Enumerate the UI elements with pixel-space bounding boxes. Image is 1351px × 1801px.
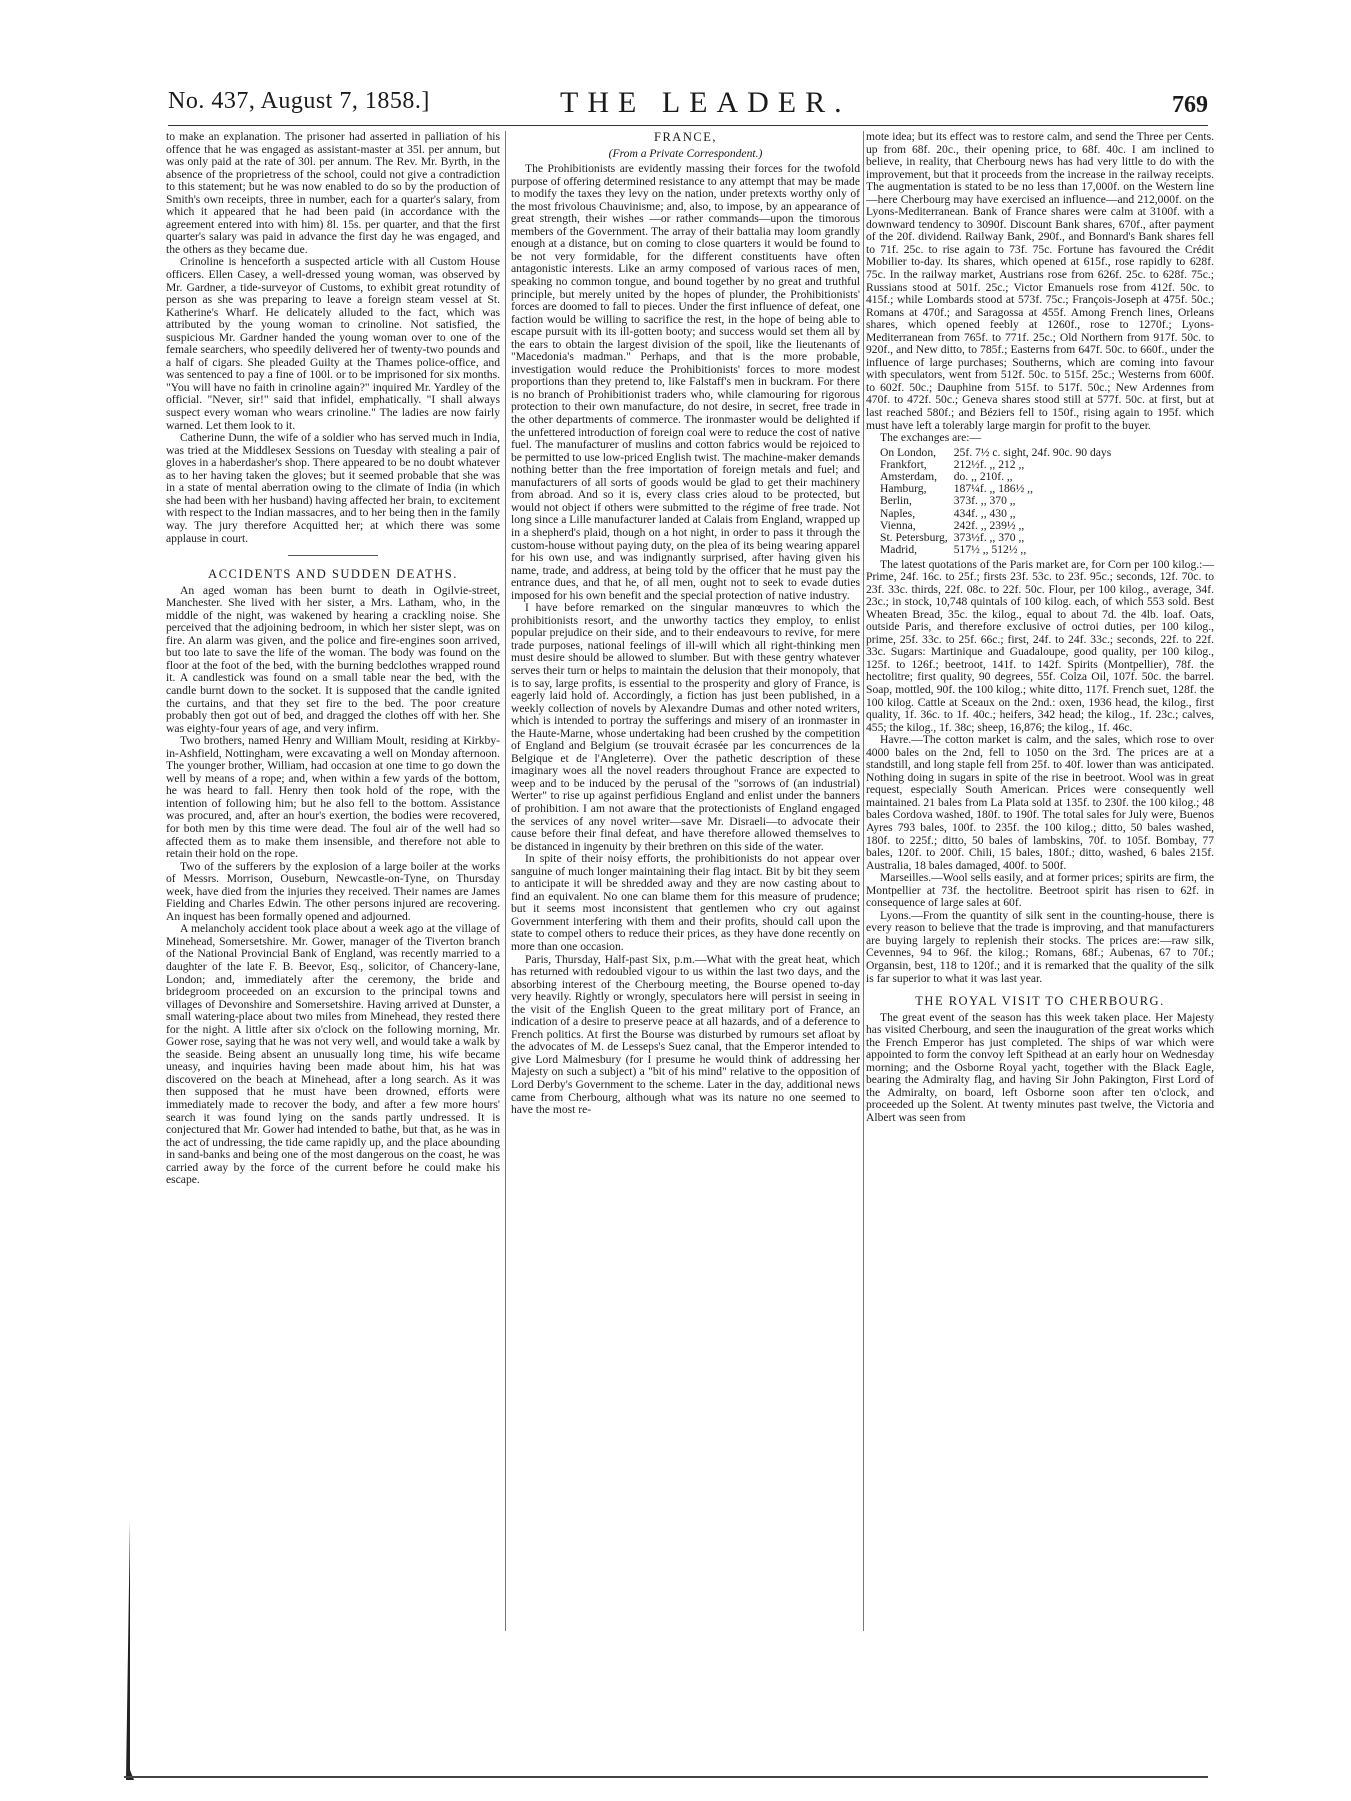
exchange-rate: 25f. 7½ c. sight, 24f. 90c. 90 days [953,445,1112,459]
margin-mark [124,1520,138,1780]
exchange-rate: 242f. ,, 239½ ,, [953,518,1025,532]
issue-line: No. 437, August 7, 1858.] [168,88,430,114]
exchanges-intro: The exchanges are:— [880,431,982,445]
article-paragraph: Two of the sufferers by the explosion of a large boiler at the works of Messrs. Morrison, Ouseburn, Newcastle-on-Tyne, on Thursday week, have died from the injuries they received. Their names are James Fielding and Charles Edwin. The other persons injured are recovering. An inquest has been formally opened and adjourned. [166,859,500,923]
article-paragraph: In spite of their noisy efforts, the prohibitionists do not appear over sanguine of much longer maintaining their flag intact. Bit by bit they seem to anticipate it will be shredded away and they are now casting about to find an equivalent. No one can blame them for this measure of prudence; but it seems most inconsistent that gentlemen who cry out against Government interfering with them and their profits, should call upon the state to compel others to reduce their prices, as they have done recently on more than one occasion. [511,852,860,953]
article-paragraph: Marseilles.—Wool sells easily, and at former prices; spirits are firm, the Montpellier at 73f. the hectolitre. Beetroot spirit has risen to 62f. in consequence of large sales at 60f. [866,871,1214,910]
article-paragraph: Havre.—The cotton market is calm, and the sales, which rose to over 4000 bales on the 2nd, fell to 1050 on the 3rd. The prices are at a standstill, and long staple fell from 25f. to 40f. lower than was anticipated. Nothing doing in sugars in spite of the rise in beetroot. Wool was in great request, especially South American. Prices were consequently well maintained. 21 bales from La Plata sold at 135f. to 230f. the 100 kilog.; 48 bales Cordova washed, 180f. to 190f. The total sales for July were, Buenos Ayres 793 bales, 100f. to 235f. the 100 kilog.; ditto, 50 bales washed, 180f. to 225f.; ditto, 50 bales of lambskins, 70f. to 105f. Bombay, 77 bales, 120f. to 200f. Chili, 15 bales, 180f.; ditto, washed, 6 bales 215f. Australia, 18 bales damaged, 400f. to 500f. [866,733,1214,872]
article-paragraph: The Prohibitionists are evidently massing their forces for the twofold purpose of offering determined resistance to any attempt that may be made to modify the taxes they levy on the nation, under pretexts worthy only of the most frivolous Chauvinisme; and, also, to impose, by an appearance of great strength, their wishes —or rather commands—upon the timorous members of the Government. The array of their battalia may loom grandly enough at a distance, but on coming to close quarters it would be found to be not very formidable, for the different constituents have often antagonistic interests. Like an army composed of various races of men, speaking no common tongue, and bound together by no great and truthful principle, but merely united by the hopes of plunder, the Prohibitionists' forces are doomed to fall to pieces. Under the first influence of defeat, one faction would be willing to sacrifice the rest, in the hope of being able to escape pursuit with its ill-gotten booty; and success would set them all by the ears to obtain the largest division of the spoil, like the lieutenants of "Macedonia's madman." Perhaps, and that is the more probable, investigation would reduce the Prohibitionists' forces to more modest proportions than they pretend to, like Falstaff's men in buckram. For there is no branch of Prohibitionist traders who, while clamouring for rigorous protection to their own manufacture, do not desire, in secret, free trade in the other departments of commerce. The ironmaster would be delighted if the unfettered introduction of foreign coal were to reduce the cost of native fuel. The manufacturer of muslins and cotton fabrics would be rejoiced to be permitted to use low-priced English twist. The machine-maker demands nothing better than the free importation of foreign metals and fuel; and manufacturers of all sorts of goods would be glad to get their machinery from abroad. And so it is, every class cries aloud to be protected, but would not object if others were submitted to the régime of free trade. Not long since a Lille manufacturer landed at Calais from England, wrapped up in a shepherd's plaid, though on a hot night, in order to pass it through the custom-house without paying duty, on the plea of its being wearing apparel for his own use, and was indignantly surprised, after having given his name, trade, and address, at being told by the officer that he must pay the entrance dues, and that he, of all men, ought not to seek to evade duties imposed for his own benefit and the special protection of native industry. [511,162,860,602]
exchange-rate: do. ,, 210f. ,, [953,470,1013,484]
exchange-rate: 187¼f. ,, 186½ ,, [953,482,1033,496]
article-paragraph: The great event of the season has this week taken place. Her Majesty has visited Cherbourg, and seen the inauguration of the great works which the French Emperor has just completed. The ships of war which were appointed to form the convoy left Spithead at an early hour on Wednesday morning; and the Osborne Royal yacht, together with the Black Eagle, bearing the Admiralty flag, and having Sir John Pakington, First Lord of the Admiralty, on board, left Osborne soon after ten o'clock, and proceeded up the Solent. At twenty minutes past twelve, the Victoria and Albert was seen from [866,1010,1214,1125]
section-subheading: (From a Private Correspondent.) [608,146,763,160]
exchange-rates-table [880,447,1117,557]
column-2 [511,131,860,1631]
article-paragraph: The latest quotations of the Paris market are, for Corn per 100 kilog.:— Prime, 24f. 16c. to 25f.; firsts 23f. 53c. to 23f. 95c.; seconds, 12f. 70c. to 23f. 33c. thirds, 22f. 08c. to 22f. 50c. Flour, per 100 kilog., average, 34f. 23c.; in stock, 10,748 quintals of 100 kilog. each, of which 553 sold. Best Wheaten Bread, 35c. the kilog., equal to about 7d. the 4lb. loaf. Oats, outside Paris, and therefore exclusive of octroi duties, per 100 kilog., prime, 25f. 33c. to 25f. 66c.; first, 24f. to 24f. 33c.; seconds, 22f. to 22f. 33c. Sugars: Martinique and Guadaloupe, good quality, per 100 kilog., 125f. to 126f.; beetroot, 141f. to 142f. Spirits (Montpellier), 78f. the hectolitre; first quality, 90 degrees, 55f. Colza Oil, 107f. 50c. the barrel. Soap, mottled, 90f. the 100 kilog.; white ditto, 117f. French suet, 128f. the 100 kilog. Cattle at Sceaux on the 2nd.: oxen, 1936 head, the kilog., first quality, 1f. 36c. to 1f. 40c.; heifers, 342 head; the kilog., 1f. 23c.; calves, 455; the kilog., 1f. 38c; sheep, 16,876; the kilog., 1f. 46c. [866,557,1214,734]
exchange-city: Berlin, [880,494,912,508]
article-paragraph: Crinoline is henceforth a suspected article with all Custom House officers. Ellen Casey, a well-dressed young woman, was observed by Mr. Gardner, a tide-surveyor of Customs, to exhibit great rotundity of person as she was preparing to leave a foreign steam vessel at St. Katherine's Wharf. He delicately alluded to the fact, which was attributed by the young woman to crinoline. Not satisfied, the suspicious Mr. Gardner handed the young woman over to one of the female searchers, who speedily delivered her of twenty-two pounds and a half of cigars. She pleaded Guilty at the Thames police-office, and was sentenced to pay a fine of 100l. or to be imprisoned for six months. "You will have no faith in crinoline again?" inquired Mr. Yardley of the official. "Never, sir!" said that infidel, emphatically. "I shall always suspect every woman who wears crinoline." The ladies are now fairly warned. Let them look to it. [166,255,500,432]
article-paragraph: Paris, Thursday, Half-past Six, p.m.—What with the great heat, which has returned with redoubled vigour to us within the last two days, and the absorbing interest of the Cherbourg meeting, the Bourse opened to-day very heavily. Rightly or wrongly, speculators here will persist in seeing in the visit of the English Queen to the great military port of France, an indication of a desire to preserve peace at all hazards, and of a deference to French politics. At first the Bourse was disturbed by rumours set afloat by the advocates of M. de Lesseps's Suez canal, that the Emperor intended to give Lord Malmesbury (for I presume he would think of addressing her Majesty on such a subject) a "bit of his mind" relative to the opposition of Lord Derby's Government to the scheme. Later in the day, additional news came from Cherbourg, although what was its nature no one seemed to have the most re- [511,952,860,1117]
article-paragraph: Catherine Dunn, the wife of a soldier who has served much in India, was tried at the Middlesex Sessions on Tuesday with stealing a pair of gloves in a haberdasher's shop. There appeared to be no doubt whatever as to her having taken the gloves; but it seemed probable that she was in a state of mental aberration owing to the climate of India (in which she had been with her husband) having affected her brain, to excitement with respect to the Indian massacres, and to her being then in the family way. The jury therefore Acquitted her; at which there was some applause in court. [166,431,500,545]
section-heading-royal-visit: THE ROYAL VISIT TO CHERBOURG. [915,994,1165,1009]
article-paragraph: An aged woman has been burnt to death in Ogilvie-street, Manchester. She lived with her sister, a Mrs. Latham, who, in the middle of the night, was wakened by hearing a crackling noise. She perceived that the adjoining bedroom, in which her sister slept, was on fire. An alarm was given, and the police and fire-engines soon arrived, but too late to save the life of the woman. The body was found on the floor at the foot of the bed, with the burning bedclothes wrapped round it. A candlestick was found on a small table near the bed, with the candle burnt down to the socket. It is supposed that the candle ignited the curtains, and that they set fire to the bed. The poor creature probably then got out of bed, and dragged the clothes off with her. She was eighty-four years of age, and very infirm. [166,583,500,735]
article-paragraph: to make an explanation. The prisoner had asserted in palliation of his offence that he was engaged as assistant-master at 35l. per annum, but was only paid at the rate of 30l. per annum. The Rev. Mr. Byrth, in the absence of the proprietress of the school, could not give a contradiction to this statement; but he was now enabled to do so by the production of Smith's own receipts, three in number, each for a quarter's salary, from which it appeared that he had been paid (in accordance with the agreement entered into with him) 8l. 15s. per quarter, and that the first quarter's salary was paid in advance the first day he was engaged, and the others as they became due. [166,131,500,256]
article-paragraph: Lyons.—From the quantity of silk sent in the counting-house, there is every reason to believe that the trade is improving, and that manufacturers are buying largely to replenish their stocks. The prices are:—raw silk, Cevennes, 94 to 96f. the kilog.; Romans, 68f.; Aubenas, 67 to 70f.; Organsin, best, 118 to 120f.; and it is remarked that the quality of the silk is far superior to what it was last year. [866,908,1214,985]
exchange-city: Naples, [880,506,916,520]
exchange-rate: 373½f. ,, 370 ,, [953,531,1025,545]
exchange-city: Amsterdam, [880,470,937,484]
section-heading-france: FRANCE, [654,131,717,144]
column-divider [505,131,506,1631]
exchange-row [880,495,1117,507]
exchange-city: Vienna, [880,518,916,532]
exchange-row [880,544,1117,556]
exchange-rate: 517½ ,, 512½ ,, [953,543,1027,557]
page-number: 769 [1172,92,1208,118]
bottom-rule [124,1776,1208,1778]
article-paragraph: mote idea; but its effect was to restore calm, and send the Three per Cents. up from 68f. 20c., their opening price, to 68f. 40c. I am inclined to believe, in reality, that Cherbourg news has had very little to do with the improvement, but that it proceeds from the increase in the railway receipts. The augmentation is stated to be no less than 17,000f. on the Western line—here Cherbourg may have exercised an influence—and 212,000f. on the Lyons-Mediterranean. Bank of France shares were calm at 3100f. with a downward tendency to 3090f. Discount Bank shares, 670f., after payment of the 20f. dividend. Railway Bank, 290f., and Bonnard's Bank shares fell to 71f. 25c. to rise again to 73f. 75c. Fortune has favoured the Crédit Mobilier to-day. Its shares, which opened at 615f., rose rapidly to 628f. 75c. In the railway market, Austrians rose from 626f. 25c. to 628f. 75c.; Russians stood at 501f. 25c.; Victor Emanuels rose from 412f. 50c. to 415f.; while Lombards stood at 573f. 75c.; François-Joseph at 475f. 50c.; Romans at 470f.; and Saragossa at 455f. Among French lines, Orleans shares, which opened feebly at 1260f., rose to 1270f.; Lyons-Mediterranean from 765f. to 771f. 25c.; Old Northern from 917f. 50c. to 920f., and New ditto, to 785f.; Easterns from 647f. 50c. to 660f., under the influence of large purchases; Southerns, which are coming into favour with speculators, went from 512f. 50c. to 515f. 25c.; Westerns from 600f. to 602f. 50c.; Dauphine from 515f. to 517f. 50c.; New Ardennes from 470f. to 472f. 50c.; Geneva shares stood still at 577f. 50c. at first, but at last reached 580f.; and Béziers fell to 150f., rising again to 195f. which must have left a tolerably large margin for profit to the buyer. [866,131,1214,432]
masthead [168,86,1208,126]
exchange-city: On London, [880,445,937,459]
column-3 [866,131,1214,1631]
section-heading-accidents: ACCIDENTS AND SUDDEN DEATHS. [208,567,458,582]
exchange-city: Frankfort, [880,457,927,471]
exchange-city: Hamburg, [880,482,927,496]
article-paragraph: Two brothers, named Henry and William Moult, residing at Kirkby-in-Ashfield, Nottingham, were excavating a well on Monday afternoon. The younger brother, William, had occasion at one time to go down the well by means of a rope; and, when within a few yards of the bottom, he was heard to fall. Henry then took hold of the rope, with the intention of following him; but he also fell to the bottom. Assistance was procured, and, after an hour's exertion, the bodies were recovered, for both men by this time were dead. The foul air of the well had so affected them as to make them insensible, and therefore not able to retain their hold on the rope. [166,734,500,861]
exchange-rate: 212½f. ,, 212 ,, [953,457,1025,471]
header-rule [168,125,1208,126]
exchange-rate: 434f. ,, 430 ,, [953,506,1016,520]
column-1 [166,131,500,1631]
newspaper-title: THE LEADER. [560,86,851,119]
article-paragraph: I have before remarked on the singular manœuvres to which the prohibitionists resort, and the unworthy tactics they employ, to enlist popular prejudice on their side, and to their endeavours to revive, for mere trade purposes, national feelings of ill-will which all right-thinking men must desire should be allowed to slumber. But with these gentry whatever serves their turn or helps to maintain the delusion that their monopoly, that is to say, large profits, is essential to the prosperity and glory of France, is eagerly laid hold of. Accordingly, a fiction has just been published, in a weekly collection of novels by Alexandre Dumas and other noted writers, which is intended to portray the sufferings and misery of an ironmaster in the Haute-Marne, whose undertaking had been crushed by the competition of England and Belgium (se trouvait écrasée par les concurrences de la Belgique et de l'Angleterre). Over the pathetic description of these imaginary woes all the novel readers throughout France are expected to weep and to be induced by the perusal of the "sorrows of (an industrial) Werter" to rise up against perfidious England and enlist under the banners of prohibition. I am not aware that the protectionists of England engaged the services of any novel writer—save Mr. Disraeli—to advocate their cause before their final defeat, and have therefore allowed themselves to be distanced in ingenuity by their brethren on this side of the water. [511,601,860,853]
article-paragraph: A melancholy accident took place about a week ago at the village of Minehead, Somersetshire. Mr. Gower, manager of the Tiverton branch of the National Provincial Bank of England, was recently married to a daughter of the late F. B. Beevor, Esq., solicitor, of Chancery-lane, London; and, immediately after the ceremony, the bride and bridegroom proceeded on an excursion to the principal towns and villages of Devonshire and Somersetshire. Having arrived at Dunster, a small watering-place about two miles from Minehead, they rested there for the night. A little after six o'clock on the following morning, Mr. Gower rose, saying that he was not very well, and would take a walk by the seaside. Being absent an unusually long time, his wife became uneasy, and inquiries having been made about him, his hat was discovered on the beach at Minehead, after a long search. As it was then supposed that he must have been drowned, efforts were immediately made to recover the body, and after a few more hours' search it was found lying on the sands partly undressed. It is conjectured that Mr. Gower had intended to bathe, but that, as he was in the act of undressing, the tide came rapidly up, and the place abounding in sand-banks and being one of the most dangerous on the coast, he was carried away by the force of the current before he could make his escape. [166,922,500,1187]
section-divider [288,555,378,556]
exchange-rate: 373f. ,, 370 ,, [953,494,1016,508]
exchange-city: St. Petersburg, [880,531,948,545]
column-divider [863,131,864,1631]
exchange-city: Madrid, [880,543,918,557]
